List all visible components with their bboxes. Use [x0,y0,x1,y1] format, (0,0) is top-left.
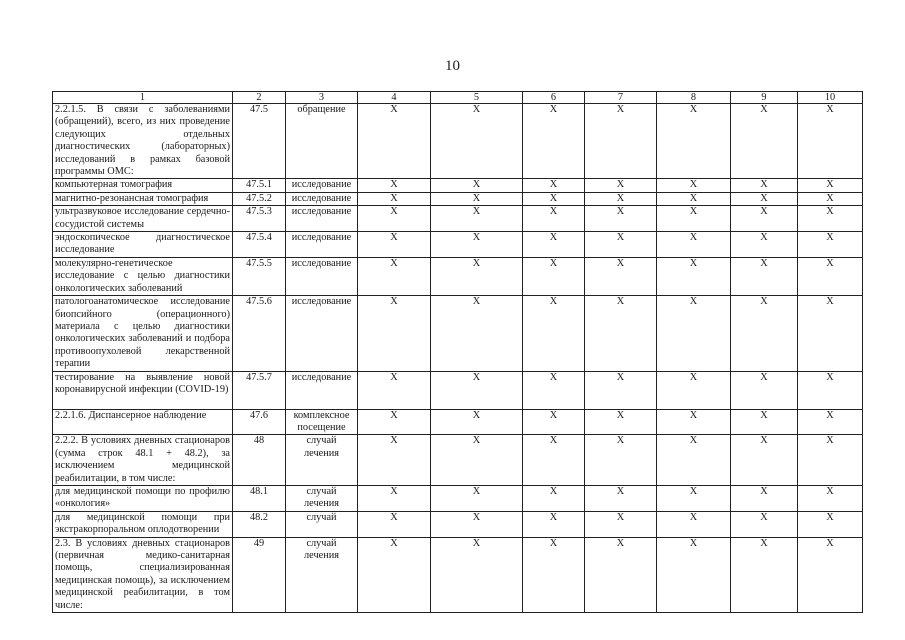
cell-value: X [523,371,585,409]
cell-value: X [431,192,523,205]
cell-unit: исследование [286,179,358,192]
cell-value: X [358,511,431,537]
cell-value: X [657,537,731,612]
cell-value: X [431,435,523,486]
cell-value: X [523,485,585,511]
cell-value: X [431,409,523,435]
cell-code: 47.5.2 [233,192,286,205]
cell-value: X [431,371,523,409]
cell-value: X [798,257,863,295]
cell-value: X [585,206,657,232]
cell-value: X [731,257,798,295]
cell-value: X [585,257,657,295]
cell-value: X [585,232,657,258]
cell-unit: случай лечения [286,485,358,511]
page-number: 10 [445,58,460,74]
cell-value: X [431,511,523,537]
table-row [53,296,863,371]
cell-value: X [798,179,863,192]
column-header: 8 [657,92,731,104]
table-row [53,371,863,409]
cell-value: X [657,206,731,232]
cell-value: X [585,537,657,612]
cell-value: X [731,232,798,258]
cell-value: X [523,409,585,435]
cell-value: X [358,296,431,371]
cell-value: X [731,179,798,192]
cell-code: 48 [233,435,286,486]
cell-value: X [523,435,585,486]
cell-value: X [523,511,585,537]
cell-name: магнитно-резонансная томография [53,192,233,205]
cell-value: X [731,206,798,232]
cell-unit: исследование [286,192,358,205]
cell-value: X [523,257,585,295]
cell-value: X [731,485,798,511]
table-row [53,192,863,205]
cell-value: X [523,104,585,179]
cell-value: X [731,511,798,537]
cell-value: X [798,511,863,537]
cell-value: X [657,371,731,409]
cell-value: X [358,192,431,205]
table-row [53,485,863,511]
cell-unit: исследование [286,296,358,371]
table-row [53,104,863,179]
cell-value: X [657,257,731,295]
cell-value: X [358,104,431,179]
cell-name: для медицинской помощи по профилю «онкология» [53,485,233,511]
cell-unit: исследование [286,232,358,258]
table-header-row [53,92,863,104]
cell-value: X [358,257,431,295]
cell-value: X [731,537,798,612]
cell-value: X [798,485,863,511]
cell-name: 2.3. В условиях дневных стационаров (первичная медико-санитарная помощь, специализированная медицинская помощь), за исключением медицинской реабилитации, в том числе: [53,537,233,612]
cell-unit: комплексное посещение [286,409,358,435]
cell-unit: случай [286,511,358,537]
cell-value: X [431,179,523,192]
cell-value: X [431,232,523,258]
table-row [53,511,863,537]
cell-value: X [798,537,863,612]
cell-value: X [523,179,585,192]
cell-name: 2.2.1.5. В связи с заболеваниями (обращений), всего, из них проведение следующих отдельных диагностических (лабораторных) исследований в рамках базовой программы ОМС: [53,104,233,179]
cell-value: X [585,296,657,371]
cell-value: X [657,485,731,511]
cell-name: компьютерная томография [53,179,233,192]
column-header: 10 [798,92,863,104]
cell-value: X [523,296,585,371]
cell-value: X [585,435,657,486]
cell-value: X [431,257,523,295]
table-row [53,409,863,435]
cell-value: X [358,485,431,511]
cell-value: X [657,435,731,486]
cell-value: X [431,296,523,371]
cell-value: X [358,232,431,258]
data-table [52,91,863,613]
cell-value: X [657,232,731,258]
cell-value: X [798,104,863,179]
table-row [53,257,863,295]
cell-value: X [585,409,657,435]
cell-value: X [657,511,731,537]
cell-code: 47.5.5 [233,257,286,295]
cell-value: X [358,537,431,612]
cell-code: 48.1 [233,485,286,511]
column-header: 5 [431,92,523,104]
column-header: 9 [731,92,798,104]
cell-value: X [358,206,431,232]
cell-unit: случай лечения [286,435,358,486]
cell-value: X [523,192,585,205]
cell-unit: исследование [286,206,358,232]
cell-value: X [358,179,431,192]
cell-value: X [585,371,657,409]
cell-name: молекулярно-генетическое исследование с целью диагностики онкологических заболеваний [53,257,233,295]
column-header: 2 [233,92,286,104]
cell-value: X [585,511,657,537]
cell-value: X [657,104,731,179]
cell-value: X [523,232,585,258]
cell-value: X [431,485,523,511]
cell-code: 47.5.7 [233,371,286,409]
column-header: 4 [358,92,431,104]
cell-value: X [657,296,731,371]
cell-value: X [798,435,863,486]
cell-value: X [431,206,523,232]
cell-value: X [798,409,863,435]
cell-unit: случай лечения [286,537,358,612]
cell-value: X [585,485,657,511]
cell-value: X [657,409,731,435]
cell-value: X [798,232,863,258]
cell-code: 49 [233,537,286,612]
cell-name: патологоанатомическое исследование биопсийного (операционного) материала с целью диагностики онкологических заболеваний и подбора противоопухолевой лекарственной терапии [53,296,233,371]
column-header: 3 [286,92,358,104]
table-row [53,206,863,232]
cell-code: 47.6 [233,409,286,435]
cell-value: X [523,537,585,612]
cell-code: 47.5 [233,104,286,179]
cell-value: X [731,192,798,205]
cell-value: X [657,192,731,205]
cell-unit: обращение [286,104,358,179]
cell-value: X [731,371,798,409]
cell-name: тестирование на выявление новой коронавирусной инфекции (COVID-19) [53,371,233,409]
cell-name: 2.2.1.6. Диспансерное наблюдение [53,409,233,435]
table-row [53,232,863,258]
cell-value: X [798,206,863,232]
cell-value: X [523,206,585,232]
cell-value: X [731,435,798,486]
cell-unit: исследование [286,371,358,409]
cell-code: 48.2 [233,511,286,537]
cell-value: X [731,296,798,371]
cell-name: 2.2.2. В условиях дневных стационаров (сумма строк 48.1 + 48.2), за исключением медицинской реабилитации, в том числе: [53,435,233,486]
table-row [53,537,863,612]
cell-code: 47.5.3 [233,206,286,232]
cell-value: X [358,435,431,486]
cell-value: X [585,104,657,179]
cell-value: X [358,409,431,435]
cell-value: X [431,104,523,179]
cell-code: 47.5.4 [233,232,286,258]
column-header: 7 [585,92,657,104]
cell-value: X [731,104,798,179]
cell-value: X [798,192,863,205]
cell-name: эндоскопическое диагностическое исследование [53,232,233,258]
cell-value: X [657,179,731,192]
cell-value: X [798,296,863,371]
cell-name: ультразвуковое исследование сердечно-сосудистой системы [53,206,233,232]
cell-code: 47.5.6 [233,296,286,371]
column-header: 6 [523,92,585,104]
cell-value: X [431,537,523,612]
column-header: 1 [53,92,233,104]
table-row [53,435,863,486]
cell-unit: исследование [286,257,358,295]
cell-code: 47.5.1 [233,179,286,192]
cell-value: X [585,179,657,192]
cell-value: X [798,371,863,409]
cell-value: X [585,192,657,205]
table-row [53,179,863,192]
cell-value: X [731,409,798,435]
cell-value: X [358,371,431,409]
cell-name: для медицинской помощи при экстракорпоральном оплодотворении [53,511,233,537]
